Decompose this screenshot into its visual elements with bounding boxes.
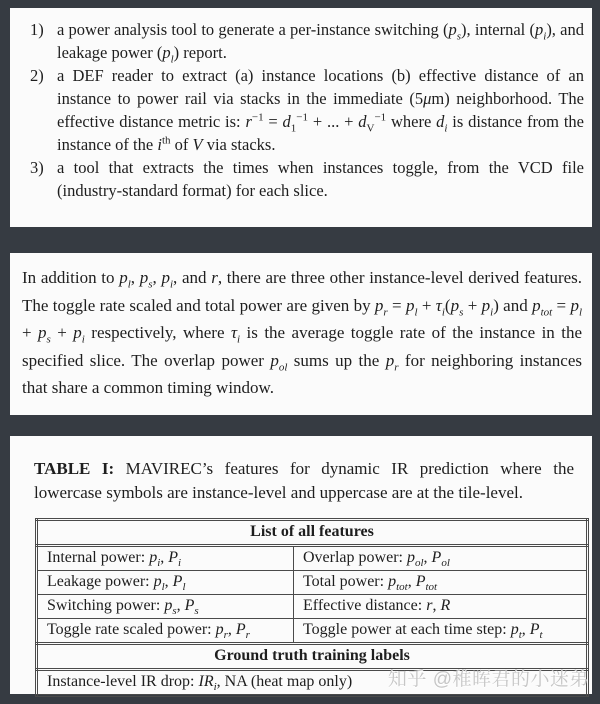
cell-switching-power: Switching power: $p_s$, $P_s$ xyxy=(37,595,294,619)
table-caption xyxy=(34,457,576,505)
table-caption-text: MAVIREC’s features for dynamic IR prediction where the lowercase symbols are instance-level and uppercase are at the tile-level. xyxy=(34,459,574,502)
cell-toggle-power-time-step: Toggle power at each time step: $p_t$, $P_t$ xyxy=(294,619,588,644)
list-item-text: a tool that extracts the times when instances toggle, from the VCD file (industry-standard format) for each slice. xyxy=(57,158,584,200)
table-row xyxy=(37,644,588,670)
table-row xyxy=(37,595,588,619)
cell-overlap-power: Overlap power: $p_{ol}$, $P_{ol}$ xyxy=(294,546,588,571)
cell-toggle-rate-power: Toggle rate scaled power: $p_r$, $P_r$ xyxy=(37,619,294,644)
cell-effective-distance: Effective distance: r, R xyxy=(294,595,588,619)
list-number: 1) xyxy=(30,20,44,39)
table-row xyxy=(37,571,588,595)
list-number: 2) xyxy=(30,66,44,85)
table-section xyxy=(10,436,592,694)
table-caption-label: TABLE I: xyxy=(34,459,115,478)
table-row xyxy=(37,619,588,644)
list-item-power-analysis xyxy=(30,18,584,64)
group-header-labels: Ground truth training labels xyxy=(37,644,588,670)
derived-features-section xyxy=(10,253,592,415)
table-row xyxy=(37,670,588,696)
cell-total-power: Total power: $p_{tot}$, $P_{tot}$ xyxy=(294,571,588,595)
table-row xyxy=(37,520,588,546)
list-number: 3) xyxy=(30,158,44,177)
cell-ir-drop: Instance-level IR drop: $IR_i$, NA (heat map only) xyxy=(37,670,588,696)
list-item-toggle-extractor xyxy=(30,156,584,202)
zhihu-watermark: 知乎 @稚晖君的小迷弟 xyxy=(387,669,589,690)
group-header-features: List of all features xyxy=(37,520,588,546)
cell-leakage-power: Leakage power: $p_l$, $P_l$ xyxy=(37,571,294,595)
list-item-text: a power analysis tool to generate a per-instance switching $(p_s)$, internal $(p_i)$, and leakage power $(p_l)$ report. xyxy=(57,20,584,66)
tool-list-section xyxy=(10,8,592,227)
derived-features-paragraph: In addition to $p_l$, $p_s$, $p_i$, and r, there are three other instance-level derived features. The toggle rate scaled and total power are given by $p_r = p_l + \tau_i(p_s + p_i)$ and $p_{tot} = p_l + p_s + p_i$ respectively, where $\tau_i$ is the average toggle rate of the instance in the specified slice. The overlap power $p_{ol}$ sums up the $p_r$ for neighboring instances that share a common timing window. xyxy=(22,268,583,397)
list-item-def-reader xyxy=(30,64,584,156)
features-table xyxy=(35,518,589,697)
list-item-text: a DEF reader to extract (a) instance locations (b) effective distance of an instance to power rail via stacks in the immediate (5μm) neighborhood. The effective distance metric is: $r^{-1} = d_1^{-1}$ + ... + $d_V^{-1}$ where $d_i$ is distance from the instance of the $i^{th}$ of V via stacks. xyxy=(57,66,584,154)
table-row xyxy=(37,546,588,571)
cell-internal-power: Internal power: $p_i$, $P_i$ xyxy=(37,546,294,571)
